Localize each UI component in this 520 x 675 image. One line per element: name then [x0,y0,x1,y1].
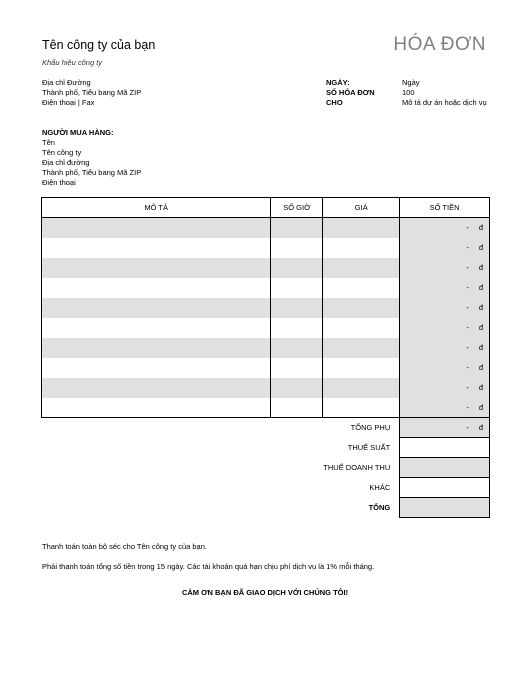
hours-cell[interactable] [271,358,323,378]
totals-label: TỔNG [368,503,391,512]
price-cell[interactable] [323,238,400,258]
price-cell[interactable] [323,318,400,338]
items-table [41,197,490,418]
hours-cell[interactable] [271,258,323,278]
address-line: Thành phố, Tiểu bang Mã ZIP [42,88,142,97]
totals-row-tax-rate [300,438,490,458]
table-row [42,298,490,318]
subtotal-value[interactable] [400,418,490,438]
terms-note: Phải thanh toán tổng số tiền trong 15 ngày. Các tài khoản quá hạn chịu phí dịch vụ là 1% mỗi tháng. [42,562,375,571]
totals-label: TỔNG PHỤ [350,423,391,432]
buyer-title: NGƯỜI MUA HÀNG: [42,128,114,137]
company-name: Tên công ty của bạn [42,38,156,52]
amount-currency: đ [478,263,483,272]
hours-cell[interactable] [271,238,323,258]
description-cell[interactable] [42,398,271,418]
price-cell[interactable] [323,218,400,238]
total-value[interactable] [400,498,490,518]
amount-dash: - [466,363,469,372]
meta-value: 100 [402,88,415,97]
price-cell[interactable] [323,378,400,398]
table-row [42,218,490,238]
amount-cell[interactable] [400,338,490,358]
buyer-block [42,128,141,188]
header-hours: SỐ GIỜ [271,198,323,218]
description-cell[interactable] [42,338,271,358]
subtotal-currency: đ [478,423,483,432]
hours-cell[interactable] [271,378,323,398]
price-cell[interactable] [323,398,400,418]
thank-you-message: CẢM ƠN BẠN ĐÃ GIAO DỊCH VỚI CHÚNG TÔI! [181,588,349,597]
amount-currency: đ [478,223,483,233]
totals-label: KHÁC [369,483,391,492]
totals-row-other [300,478,490,498]
company-slogan: Khẩu hiệu công ty [42,58,103,67]
buyer-line: Tên công ty [42,148,82,157]
meta-value: Mô tả dự án hoặc dịch vụ [402,98,487,107]
hours-cell[interactable] [271,298,323,318]
table-row [42,318,490,338]
amount-currency: đ [478,243,483,252]
table-row [42,278,490,298]
price-cell[interactable] [323,258,400,278]
amount-cell[interactable] [400,218,490,238]
address-line: Địa chỉ Đường [42,78,91,87]
table-row [42,378,490,398]
description-cell[interactable] [42,278,271,298]
amount-cell[interactable] [400,278,490,298]
description-cell[interactable] [42,238,271,258]
totals-row-subtotal [300,418,490,438]
meta-label: SỐ HÓA ĐƠN [326,88,375,97]
amount-dash: - [466,283,469,292]
amount-cell[interactable] [400,298,490,318]
price-cell[interactable] [323,278,400,298]
amount-currency: đ [478,323,483,332]
table-row [42,398,490,418]
table-header-row [42,198,490,218]
buyer-line: Điện thoại [42,178,76,187]
amount-dash: - [466,323,469,332]
buyer-line: Thành phố, Tiểu bang Mã ZIP [42,168,142,177]
buyer-line: Tên [42,138,55,147]
totals-row-sales-tax [300,458,490,478]
hours-cell[interactable] [271,218,323,238]
amount-dash: - [466,383,469,392]
amount-cell[interactable] [400,238,490,258]
table-row [42,258,490,278]
totals-table [300,417,490,518]
meta-label: CHO [326,98,343,107]
description-cell[interactable] [42,218,271,238]
invoice-meta [326,78,487,108]
amount-cell[interactable] [400,398,490,418]
totals-label: THUẾ SUẤT [347,443,391,452]
amount-dash: - [466,243,469,252]
other-value[interactable] [400,478,490,498]
amount-currency: đ [478,383,483,392]
price-cell[interactable] [323,358,400,378]
invoice-title: HÓA ĐƠN [393,34,486,55]
amount-cell[interactable] [400,378,490,398]
sales-tax-value[interactable] [400,458,490,478]
header-amount: SỐ TIỀN [400,198,490,218]
totals-label: THUẾ DOANH THU [323,463,391,472]
description-cell[interactable] [42,298,271,318]
payment-note: Thanh toán toàn bộ séc cho Tên công ty của bạn. [42,542,207,551]
amount-dash: - [466,343,469,352]
description-cell[interactable] [42,378,271,398]
address-line: Điện thoại | Fax [42,98,95,107]
amount-dash: - [466,303,469,312]
meta-row-date [326,78,487,88]
table-row [42,338,490,358]
description-cell[interactable] [42,358,271,378]
hours-cell[interactable] [271,398,323,418]
hours-cell[interactable] [271,318,323,338]
amount-cell[interactable] [400,318,490,338]
header-description: MÔ TẢ [42,198,271,218]
amount-cell[interactable] [400,258,490,278]
amount-dash: - [466,223,469,233]
tax-rate-value[interactable] [400,438,490,458]
amount-currency: đ [478,363,483,372]
company-address [42,78,141,108]
amount-currency: đ [478,343,483,352]
meta-row-for [326,98,487,108]
amount-dash: - [466,263,469,272]
price-cell[interactable] [323,338,400,358]
description-cell[interactable] [42,318,271,338]
hours-cell[interactable] [271,338,323,358]
amount-cell[interactable] [400,358,490,378]
amount-currency: đ [478,283,483,292]
amount-dash: - [466,402,469,412]
amount-currency: đ [478,303,483,312]
description-cell[interactable] [42,258,271,278]
header-price: GIÁ [323,198,400,218]
subtotal-dash: - [466,423,469,432]
table-row [42,358,490,378]
meta-row-invoice-number [326,88,487,98]
amount-currency: đ [478,402,483,412]
meta-value: Ngày [402,78,420,87]
totals-row-total [300,498,490,518]
buyer-line: Địa chỉ đường [42,158,90,167]
meta-label: NGÀY: [326,78,350,87]
table-row [42,238,490,258]
price-cell[interactable] [323,298,400,318]
hours-cell[interactable] [271,278,323,298]
